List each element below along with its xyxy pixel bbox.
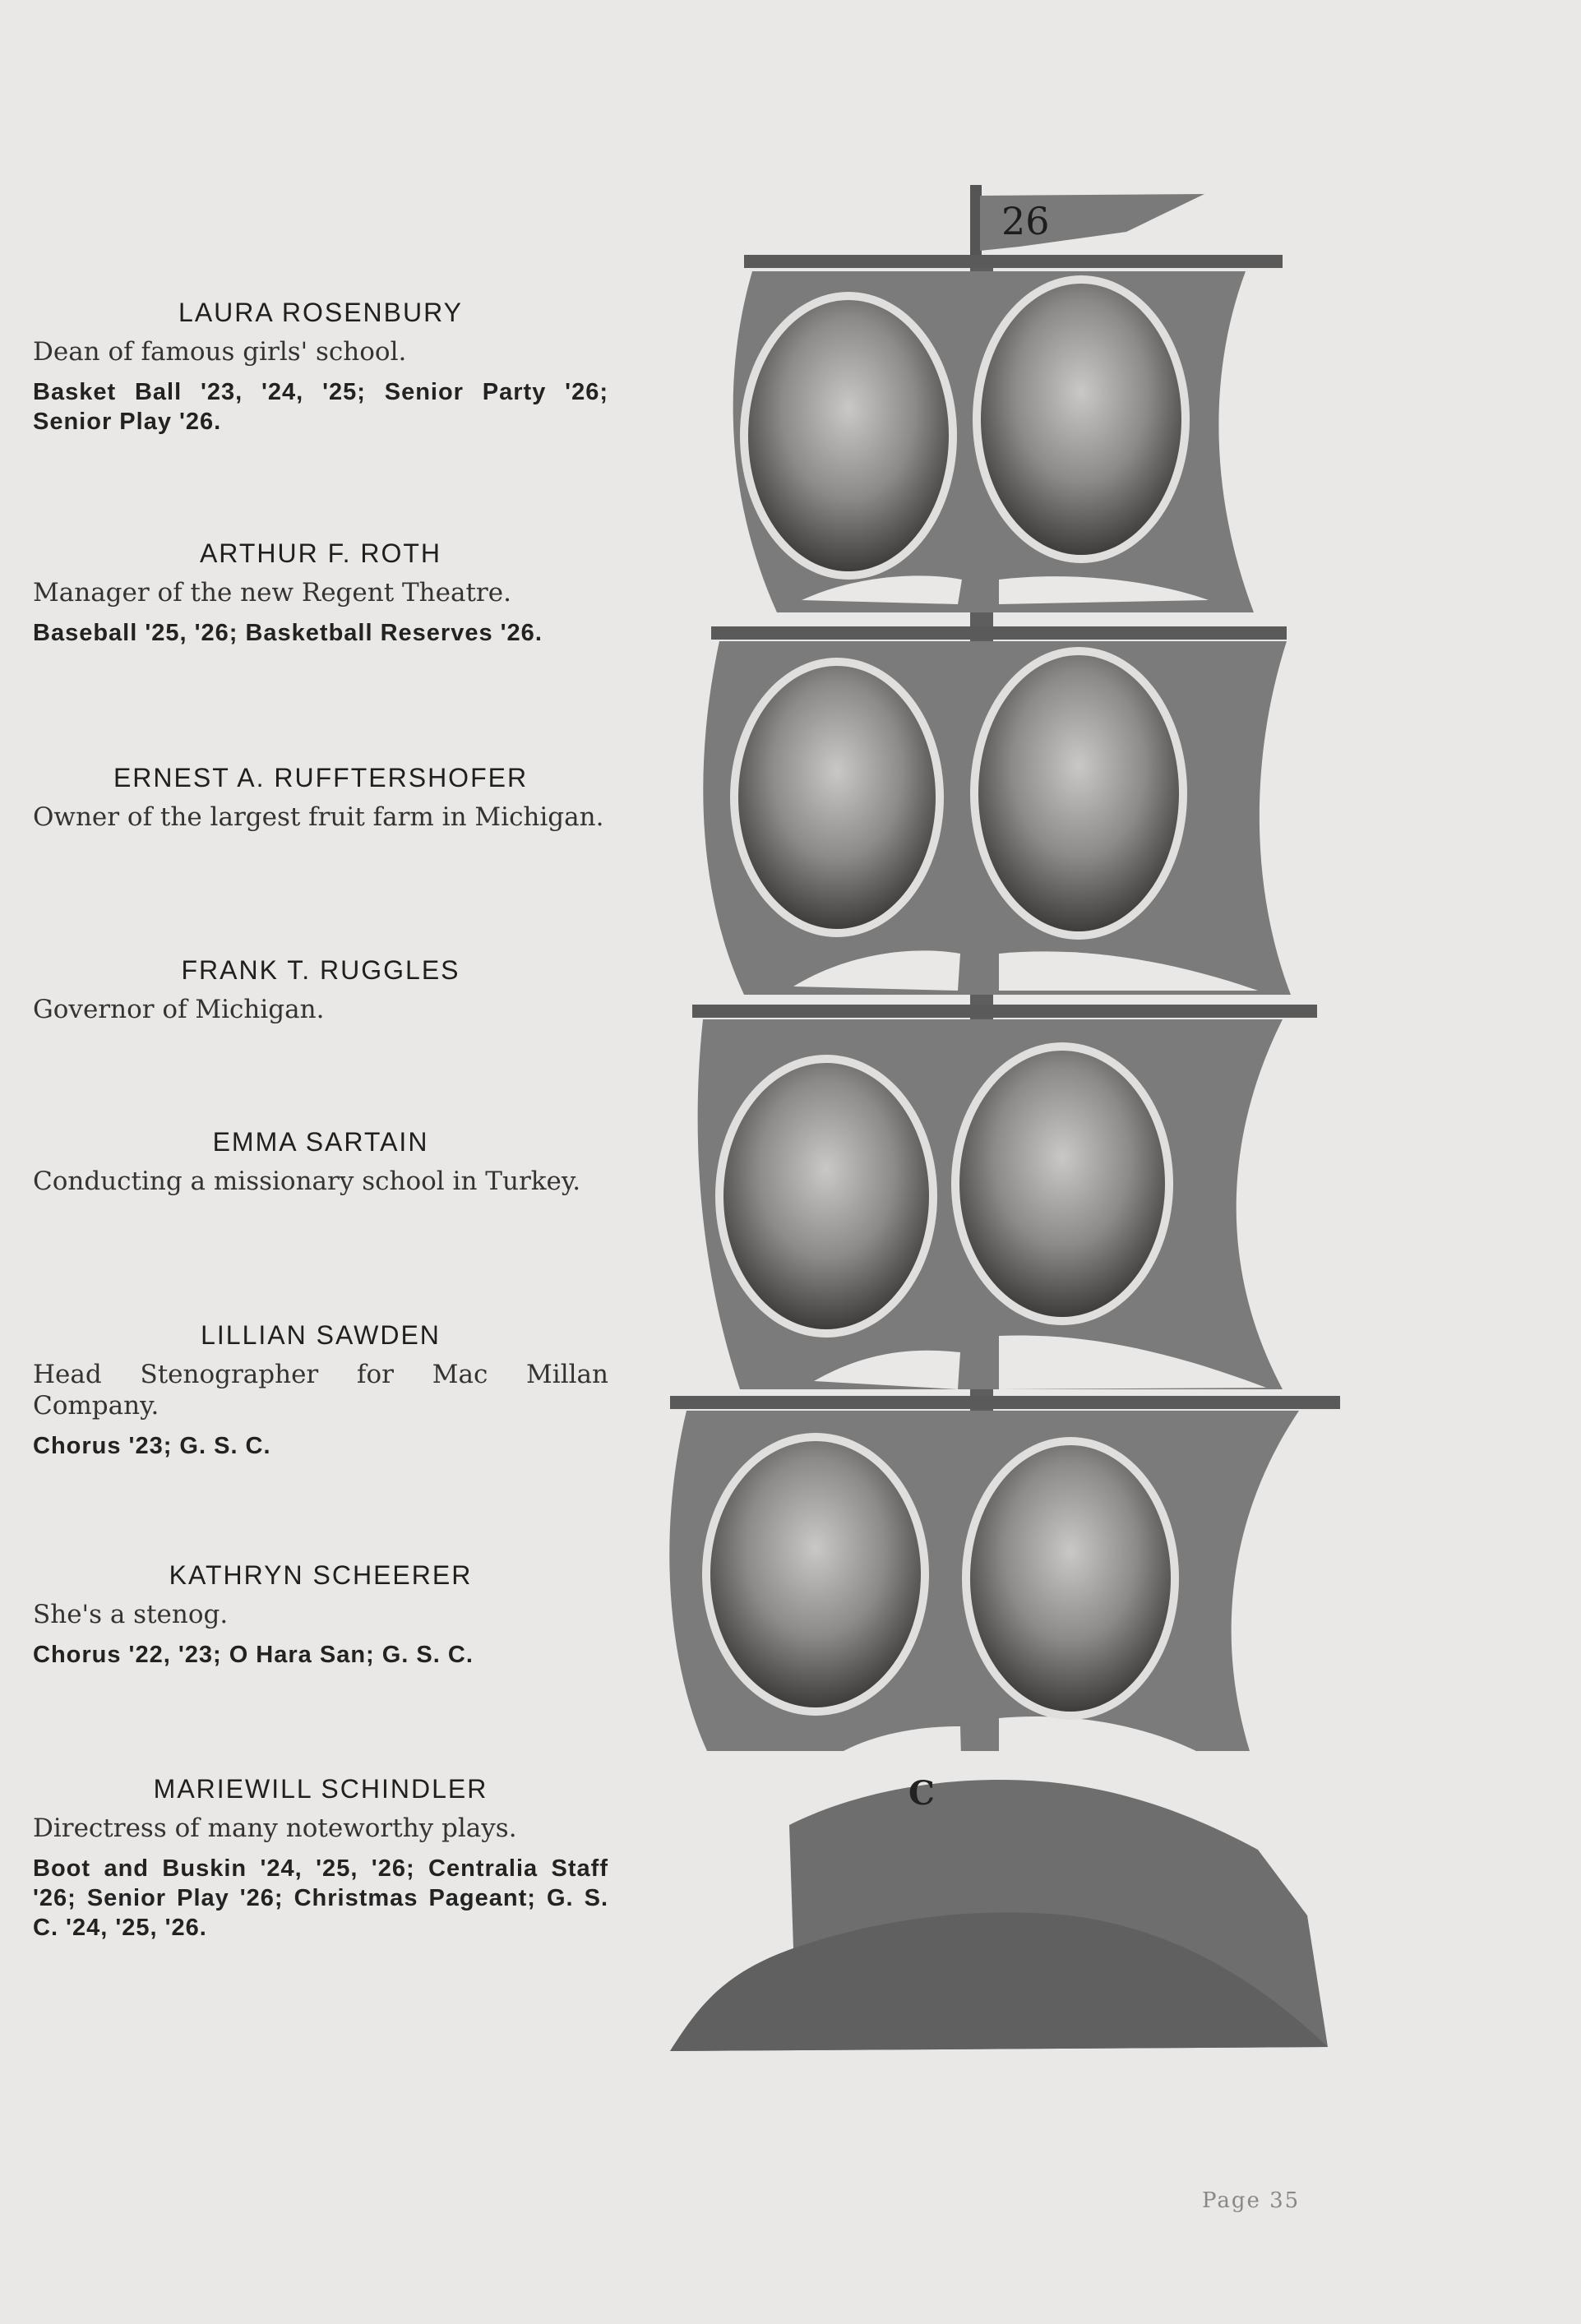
entry-description: Manager of the new Regent Theatre.: [33, 578, 511, 608]
portrait-mariewill-schindler: [962, 1437, 1179, 1720]
page-number: Page 35: [1202, 2188, 1301, 2213]
entry-activities: Baseball '25, '26; Basketball Reserves '26.: [33, 620, 543, 646]
portrait-frank-ruggles: [970, 647, 1187, 940]
entry-name: EMMA SARTAIN: [212, 1127, 429, 1157]
entry-name: MARIEWILL SCHINDLER: [153, 1774, 488, 1804]
entry-description: Conducting a missionary school in Turkey.: [33, 1167, 581, 1196]
portrait-lillian-sawden: [951, 1042, 1173, 1325]
entry-description: Dean of famous girls' school.: [33, 337, 407, 367]
hull-letter: C: [908, 1774, 935, 1813]
portrait-emma-sartain: [715, 1055, 937, 1338]
entry-name: LAURA ROSENBURY: [178, 298, 463, 327]
entry-name: KATHRYN SCHEERER: [169, 1560, 473, 1590]
portrait-ernest-ruffterhofer: [730, 658, 944, 937]
entry-description: Owner of the largest fruit farm in Michigan.: [33, 802, 604, 832]
portrait-arthur-roth: [973, 275, 1190, 563]
entry-name: ERNEST A. RUFFTERSHOFER: [113, 763, 529, 792]
flag-label: 26: [1001, 199, 1050, 243]
entry-description: Directress of many noteworthy plays.: [33, 1813, 517, 1843]
entry-activities: Basket Ball '23, '24, '25; Senior Party '26; Senior Play '26.: [33, 379, 608, 435]
entry-description: She's a stenog.: [33, 1600, 229, 1629]
entry-name: FRANK T. RUGGLES: [181, 955, 460, 985]
entry-activities: Chorus '23; G. S. C.: [33, 1433, 271, 1459]
entry-description: Governor of Michigan.: [33, 995, 325, 1024]
entry-activities: Boot and Buskin '24, '25, '26; Centralia Staff '26; Senior Play '26; Christmas Pageant; G. S. C. '24, '25, '26.: [33, 1855, 608, 1941]
entry-activities: Chorus '22, '23; O Hara San; G. S. C.: [33, 1642, 474, 1668]
entry-name: LILLIAN SAWDEN: [201, 1320, 441, 1350]
entry-name: ARTHUR F. ROTH: [199, 538, 442, 568]
entry-description: Head Stenographer for Mac Millan Company.: [33, 1360, 608, 1421]
portrait-laura-rosenbury: [740, 292, 957, 580]
portrait-kathryn-scheerer: [702, 1433, 929, 1716]
